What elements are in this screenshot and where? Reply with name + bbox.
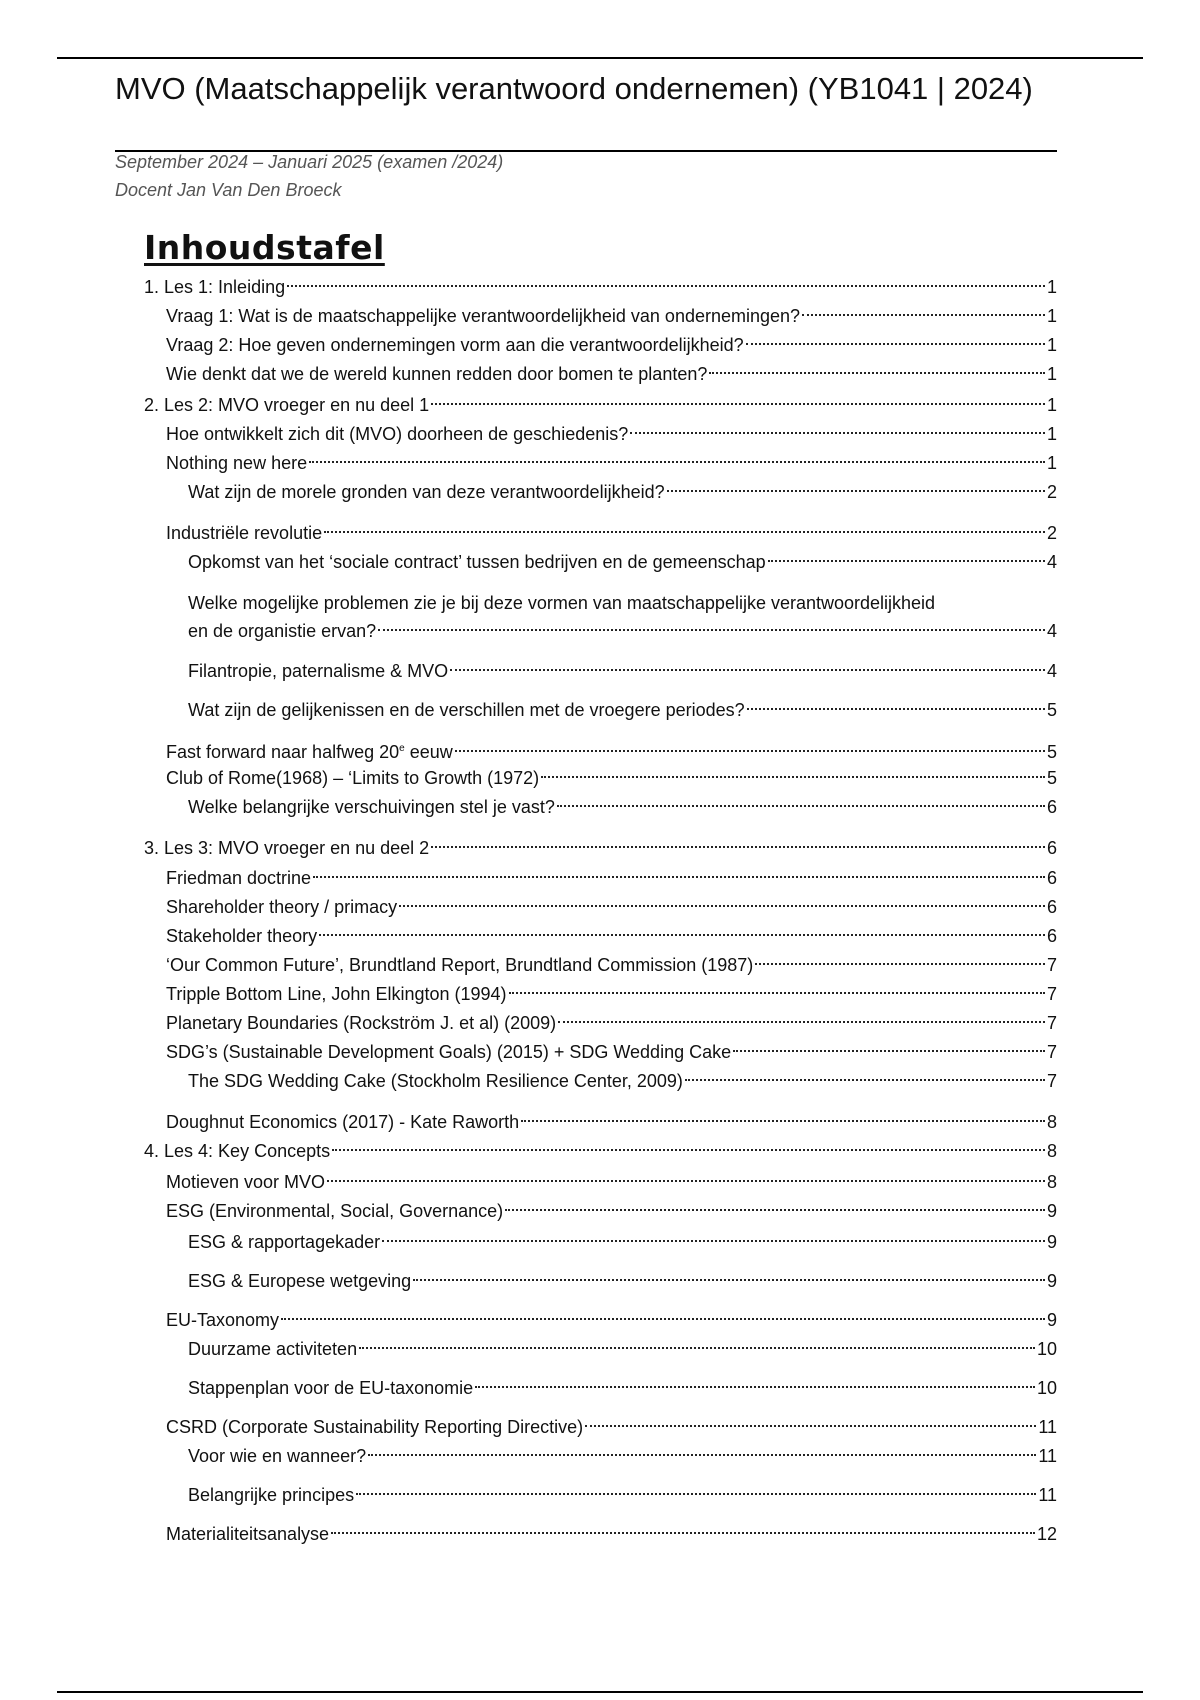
toc-entry[interactable]: Planetary Boundaries (Rockström J. et al) (2009) 7 [166,1013,1057,1033]
toc-entry[interactable]: Filantropie, paternalisme & MVO 4 [188,661,1057,681]
toc-entry[interactable]: Welke mogelijke problemen zie je bij deze vormen van maatschappelijke verantwoordelijkheid en de organistie ervan? 4 [188,593,1057,641]
toc-entry[interactable]: Voor wie en wanneer? 11 [188,1446,1057,1466]
toc-entry[interactable]: Hoe ontwikkelt zich dit (MVO) doorheen de geschiedenis? 1 [166,424,1057,444]
top-rule [57,57,1143,59]
toc-entry[interactable]: CSRD (Corporate Sustainability Reporting Directive) 11 [166,1417,1057,1437]
toc-entry[interactable]: 1. Les 1: Inleiding 1 [144,277,1057,297]
toc-entry[interactable]: Club of Rome(1968) – ‘Limits to Growth (1972) 5 [166,768,1057,788]
toc-entry[interactable]: Materialiteitsanalyse 12 [166,1524,1057,1544]
toc-entry[interactable]: ESG & rapportagekader 9 [188,1232,1057,1252]
toc-entry[interactable]: Wat zijn de gelijkenissen en de verschillen met de vroegere periodes? 5 [188,700,1057,720]
toc-entry[interactable]: ESG & Europese wetgeving 9 [188,1271,1057,1291]
bottom-rule [57,1691,1143,1693]
toc-entry[interactable]: Friedman doctrine 6 [166,868,1057,888]
toc-entry[interactable]: Vraag 1: Wat is de maatschappelijke verantwoordelijkheid van ondernemingen? 1 [166,306,1057,326]
toc-entry[interactable]: Industriële revolutie 2 [166,523,1057,543]
toc-entry[interactable]: EU-Taxonomy 9 [166,1310,1057,1330]
course-period: September 2024 – Januari 2025 (examen /2024) [115,152,504,172]
toc-entry[interactable]: Welke belangrijke verschuivingen stel je vast? 6 [188,797,1057,817]
toc-entry[interactable]: 2. Les 2: MVO vroeger en nu deel 1 1 [144,395,1057,415]
toc-entry[interactable]: Shareholder theory / primacy 6 [166,897,1057,917]
toc-entry[interactable]: Vraag 2: Hoe geven ondernemingen vorm aan die verantwoordelijkheid? 1 [166,335,1057,355]
toc-entry[interactable]: Stakeholder theory 6 [166,926,1057,946]
toc-entry[interactable]: Doughnut Economics (2017) - Kate Raworth 8 [166,1112,1057,1132]
toc-entry[interactable]: Opkomst van het ‘sociale contract’ tussen bedrijven en de gemeenschap 4 [188,552,1057,572]
toc-entry[interactable]: The SDG Wedding Cake (Stockholm Resilience Center, 2009) 7 [188,1071,1057,1091]
document-title: MVO (Maatschappelijk verantwoord ondernemen) (YB1041 | 2024) [115,71,1033,106]
toc-entry[interactable]: 4. Les 4: Key Concepts 8 [144,1141,1057,1161]
toc-entry[interactable]: Motieven voor MVO 8 [166,1172,1057,1192]
toc-entry[interactable]: ‘Our Common Future’, Brundtland Report, Brundtland Commission (1987) 7 [166,955,1057,975]
toc-entry[interactable]: Fast forward naar halfweg 20e eeuw 5 [166,742,1057,762]
toc-entry[interactable]: Wat zijn de morele gronden van deze verantwoordelijkheid? 2 [188,482,1057,502]
toc-heading: Inhoudstafel [144,228,385,267]
toc-entry[interactable]: SDG’s (Sustainable Development Goals) (2015) + SDG Wedding Cake 7 [166,1042,1057,1062]
teacher-name: Docent Jan Van Den Broeck [115,180,342,200]
toc-entry[interactable]: Stappenplan voor de EU-taxonomie 10 [188,1378,1057,1398]
toc-entry[interactable]: Wie denkt dat we de wereld kunnen redden door bomen te planten? 1 [166,364,1057,384]
toc-entry[interactable]: Belangrijke principes 11 [188,1485,1057,1505]
toc-entry[interactable]: ESG (Environmental, Social, Governance) 9 [166,1201,1057,1221]
toc-entry[interactable]: Tripple Bottom Line, John Elkington (1994) 7 [166,984,1057,1004]
toc-entry[interactable]: Nothing new here 1 [166,453,1057,473]
toc-entry[interactable]: 3. Les 3: MVO vroeger en nu deel 2 6 [144,838,1057,858]
toc-entry[interactable]: Duurzame activiteten 10 [188,1339,1057,1359]
